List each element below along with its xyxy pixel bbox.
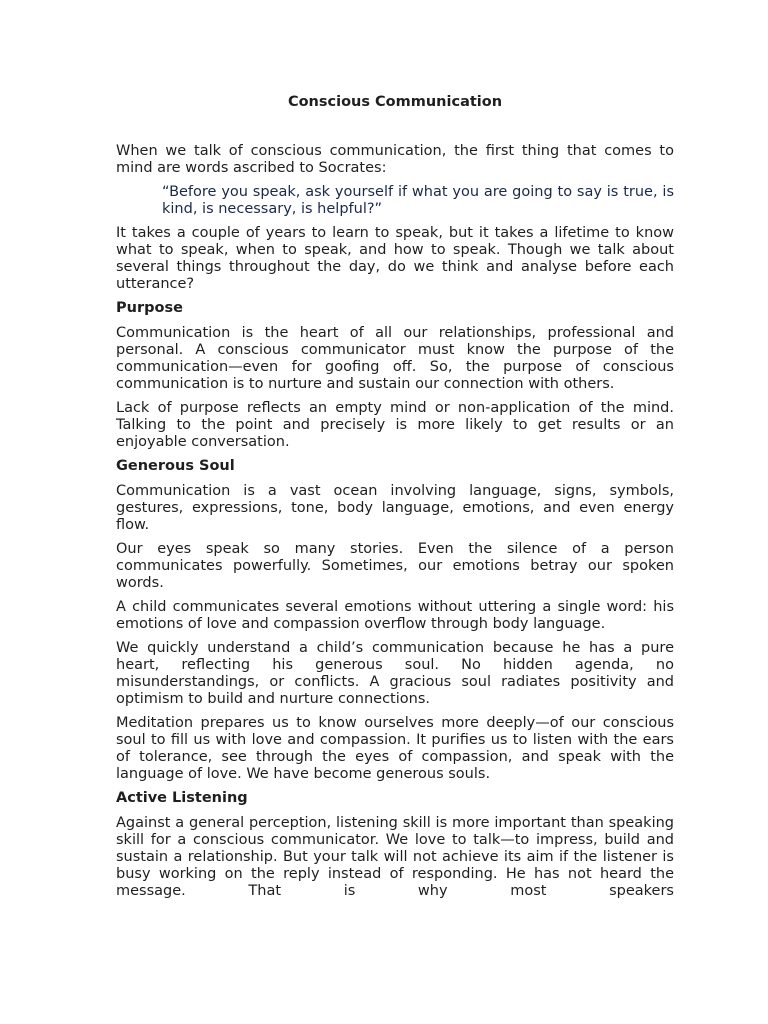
generous-soul-paragraph-5: Meditation prepares us to know ourselves more deeply—of our conscious soul to fill us with love and compassion. It purifies us to listen with the ears of tolerance, see through the eyes of compassion, and speak with the language of love. We have become generous souls. xyxy=(116,715,674,782)
document-page xyxy=(116,93,674,907)
purpose-paragraph-2: Lack of purpose reflects an empty mind or non-application of the mind. Talking to the point and precisely is more likely to get results or an enjoyable conversation. xyxy=(116,400,674,450)
generous-soul-paragraph-2: Our eyes speak so many stories. Even the silence of a person communicates powerfully. Sometimes, our emotions betray our spoken words. xyxy=(116,541,674,591)
purpose-paragraph-1: Communication is the heart of all our relationships, professional and personal. A conscious communicator must know the purpose of the communication—even for goofing off. So, the purpose of conscious communication is to nurture and sustain our connection with others. xyxy=(116,325,674,392)
generous-soul-paragraph-3: A child communicates several emotions without uttering a single word: his emotions of love and compassion overflow through body language. xyxy=(116,599,674,632)
generous-soul-heading: Generous Soul xyxy=(116,458,235,474)
intro-paragraph-1: When we talk of conscious communication, the first thing that comes to mind are words ascribed to Socrates: xyxy=(116,143,674,176)
active-listening-paragraph-1: Against a general perception, listening skill is more important than speaking skill for a conscious communicator. We love to talk—to impress, build and sustain a relationship. But your talk will not achieve its aim if the listener is busy working on the reply instead of responding. He has not heard the message. That is why most speakers xyxy=(116,815,674,899)
generous-soul-paragraph-1: Communication is a vast ocean involving language, signs, symbols, gestures, expressions, tone, body language, emotions, and even energy flow. xyxy=(116,483,674,533)
intro-paragraph-2: It takes a couple of years to learn to speak, but it takes a lifetime to know what to speak, when to speak, and how to speak. Though we talk about several things throughout the day, do we think and analyse before each utterance? xyxy=(116,225,674,292)
generous-soul-paragraph-4: We quickly understand a child’s communication because he has a pure heart, reflecting his generous soul. No hidden agenda, no misunderstandings, or conflicts. A gracious soul radiates positivity and optimism to build and nurture connections. xyxy=(116,640,674,707)
purpose-heading: Purpose xyxy=(116,300,183,316)
document-title: Conscious Communication xyxy=(287,94,503,110)
active-listening-heading: Active Listening xyxy=(116,790,248,806)
socrates-quote: “Before you speak, ask yourself if what you are going to say is true, is kind, is necessary, is helpful?” xyxy=(162,184,674,217)
